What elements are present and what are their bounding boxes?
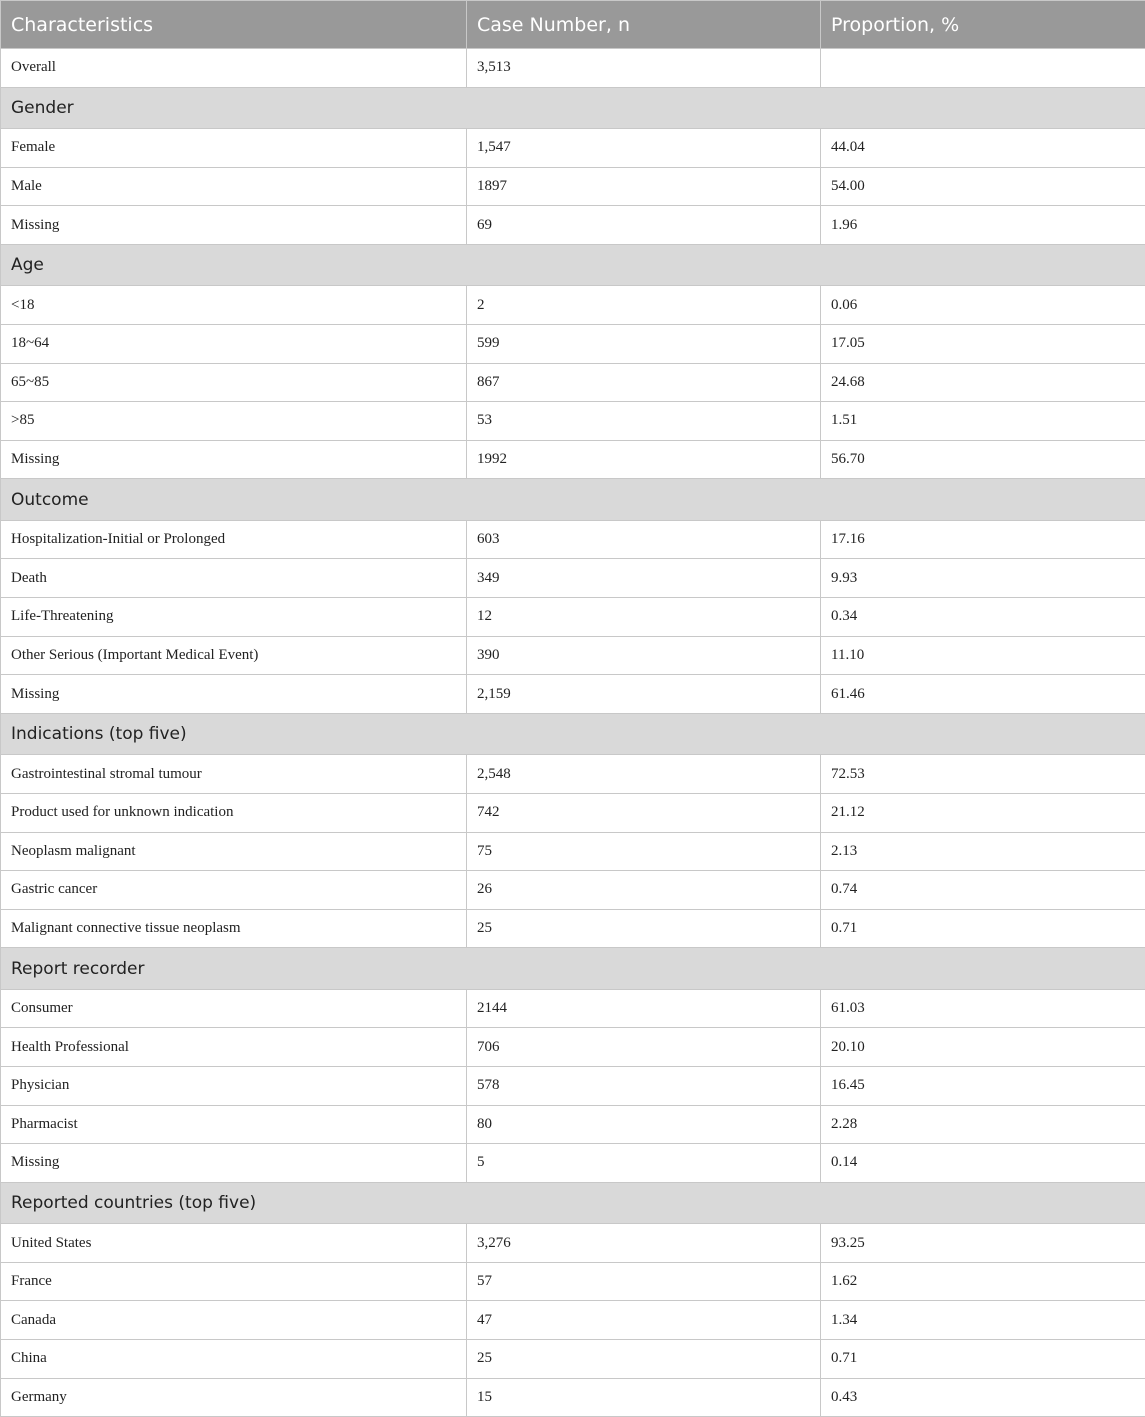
cell-proportion: 0.74 xyxy=(821,871,1145,910)
cell-proportion: 93.25 xyxy=(821,1224,1145,1263)
cell-proportion: 2.28 xyxy=(821,1105,1145,1144)
table-row xyxy=(1,520,1145,559)
cell-case-number: 1992 xyxy=(467,440,821,479)
section-label: Outcome xyxy=(1,479,1145,521)
cell-case-number: 3,513 xyxy=(467,49,821,88)
cell-characteristic: 18~64 xyxy=(1,324,467,363)
table-row xyxy=(1,559,1145,598)
cell-characteristic: Missing xyxy=(1,1144,467,1183)
cell-proportion: 24.68 xyxy=(821,363,1145,402)
cell-case-number: 2,548 xyxy=(467,755,821,794)
cell-characteristic: China xyxy=(1,1340,467,1379)
cell-case-number: 2,159 xyxy=(467,675,821,714)
cell-characteristic: >85 xyxy=(1,402,467,441)
table-row xyxy=(1,206,1145,245)
cell-case-number: 3,276 xyxy=(467,1224,821,1263)
cell-case-number: 75 xyxy=(467,832,821,871)
section-row xyxy=(1,713,1145,755)
cell-case-number: 390 xyxy=(467,636,821,675)
cell-characteristic: Overall xyxy=(1,49,467,88)
section-label: Reported countries (top five) xyxy=(1,1182,1145,1224)
cell-proportion: 44.04 xyxy=(821,129,1145,168)
cell-proportion: 56.70 xyxy=(821,440,1145,479)
cell-characteristic: Male xyxy=(1,167,467,206)
table-row xyxy=(1,363,1145,402)
cell-case-number: 578 xyxy=(467,1066,821,1105)
cell-characteristic: Missing xyxy=(1,206,467,245)
section-label: Report recorder xyxy=(1,948,1145,990)
cell-proportion: 1.51 xyxy=(821,402,1145,441)
table-row xyxy=(1,1105,1145,1144)
table-row xyxy=(1,793,1145,832)
table-row xyxy=(1,1378,1145,1417)
table-row xyxy=(1,286,1145,325)
cell-proportion: 61.03 xyxy=(821,989,1145,1028)
cell-case-number: 15 xyxy=(467,1378,821,1417)
header-case-number: Case Number, n xyxy=(467,1,821,49)
table-row xyxy=(1,832,1145,871)
section-row xyxy=(1,1182,1145,1224)
table-row xyxy=(1,1144,1145,1183)
cell-proportion: 1.34 xyxy=(821,1301,1145,1340)
cell-characteristic: Pharmacist xyxy=(1,1105,467,1144)
cell-characteristic: Malignant connective tissue neoplasm xyxy=(1,909,467,948)
cell-characteristic: Life-Threatening xyxy=(1,598,467,637)
table-row xyxy=(1,989,1145,1028)
cell-case-number: 25 xyxy=(467,1340,821,1379)
cell-proportion: 9.93 xyxy=(821,559,1145,598)
cell-proportion: 21.12 xyxy=(821,793,1145,832)
cell-characteristic: Other Serious (Important Medical Event) xyxy=(1,636,467,675)
cell-case-number: 2144 xyxy=(467,989,821,1028)
cell-case-number: 599 xyxy=(467,324,821,363)
header-characteristics: Characteristics xyxy=(1,1,467,49)
cell-characteristic: <18 xyxy=(1,286,467,325)
header-proportion: Proportion, % xyxy=(821,1,1145,49)
cell-proportion: 11.10 xyxy=(821,636,1145,675)
cell-characteristic: United States xyxy=(1,1224,467,1263)
table-row xyxy=(1,129,1145,168)
table-row xyxy=(1,1028,1145,1067)
cell-characteristic: Female xyxy=(1,129,467,168)
section-label: Indications (top five) xyxy=(1,713,1145,755)
cell-proportion: 17.05 xyxy=(821,324,1145,363)
table-row xyxy=(1,598,1145,637)
cell-proportion: 16.45 xyxy=(821,1066,1145,1105)
cell-case-number: 1,547 xyxy=(467,129,821,168)
cell-characteristic: Missing xyxy=(1,440,467,479)
cell-characteristic: 65~85 xyxy=(1,363,467,402)
section-label: Gender xyxy=(1,87,1145,129)
cell-proportion: 54.00 xyxy=(821,167,1145,206)
cell-proportion: 2.13 xyxy=(821,832,1145,871)
table-row xyxy=(1,871,1145,910)
cell-characteristic: Canada xyxy=(1,1301,467,1340)
cell-case-number: 603 xyxy=(467,520,821,559)
cell-proportion: 72.53 xyxy=(821,755,1145,794)
cell-proportion: 61.46 xyxy=(821,675,1145,714)
cell-proportion: 1.62 xyxy=(821,1262,1145,1301)
table-row xyxy=(1,1066,1145,1105)
cell-proportion: 0.06 xyxy=(821,286,1145,325)
cell-proportion: 0.14 xyxy=(821,1144,1145,1183)
table-row xyxy=(1,167,1145,206)
cell-characteristic: Neoplasm malignant xyxy=(1,832,467,871)
table-row xyxy=(1,1340,1145,1379)
cell-proportion: 0.34 xyxy=(821,598,1145,637)
cell-case-number: 5 xyxy=(467,1144,821,1183)
cell-case-number: 25 xyxy=(467,909,821,948)
cell-characteristic: Physician xyxy=(1,1066,467,1105)
cell-characteristic: Gastrointestinal stromal tumour xyxy=(1,755,467,794)
cell-characteristic: Missing xyxy=(1,675,467,714)
table-row xyxy=(1,440,1145,479)
table-row xyxy=(1,324,1145,363)
cell-proportion: 20.10 xyxy=(821,1028,1145,1067)
cell-characteristic: Hospitalization-Initial or Prolonged xyxy=(1,520,467,559)
table-row xyxy=(1,49,1145,88)
header-row xyxy=(1,1,1145,49)
cell-case-number: 867 xyxy=(467,363,821,402)
cell-characteristic: Death xyxy=(1,559,467,598)
cell-case-number: 69 xyxy=(467,206,821,245)
table-row xyxy=(1,636,1145,675)
cell-proportion: 1.96 xyxy=(821,206,1145,245)
cell-case-number: 53 xyxy=(467,402,821,441)
cell-case-number: 57 xyxy=(467,1262,821,1301)
section-label: Age xyxy=(1,244,1145,286)
cell-characteristic: Health Professional xyxy=(1,1028,467,1067)
cell-case-number: 2 xyxy=(467,286,821,325)
section-row xyxy=(1,87,1145,129)
cell-case-number: 349 xyxy=(467,559,821,598)
section-row xyxy=(1,948,1145,990)
section-row xyxy=(1,479,1145,521)
table-row xyxy=(1,1224,1145,1263)
table-row xyxy=(1,1301,1145,1340)
cell-proportion: 0.43 xyxy=(821,1378,1145,1417)
cell-case-number: 706 xyxy=(467,1028,821,1067)
cell-case-number: 80 xyxy=(467,1105,821,1144)
cell-characteristic: France xyxy=(1,1262,467,1301)
cell-case-number: 26 xyxy=(467,871,821,910)
cell-characteristic: Product used for unknown indication xyxy=(1,793,467,832)
cell-case-number: 1897 xyxy=(467,167,821,206)
cell-case-number: 742 xyxy=(467,793,821,832)
table-row xyxy=(1,909,1145,948)
cell-case-number: 47 xyxy=(467,1301,821,1340)
table-row xyxy=(1,755,1145,794)
cell-proportion: 0.71 xyxy=(821,1340,1145,1379)
cell-proportion xyxy=(821,49,1145,88)
table-row xyxy=(1,1262,1145,1301)
cell-characteristic: Germany xyxy=(1,1378,467,1417)
cell-characteristic: Gastric cancer xyxy=(1,871,467,910)
cell-proportion: 0.71 xyxy=(821,909,1145,948)
table-body xyxy=(1,49,1145,1417)
cell-proportion: 17.16 xyxy=(821,520,1145,559)
section-row xyxy=(1,244,1145,286)
table-row xyxy=(1,675,1145,714)
table-row xyxy=(1,402,1145,441)
cell-characteristic: Consumer xyxy=(1,989,467,1028)
cell-case-number: 12 xyxy=(467,598,821,637)
